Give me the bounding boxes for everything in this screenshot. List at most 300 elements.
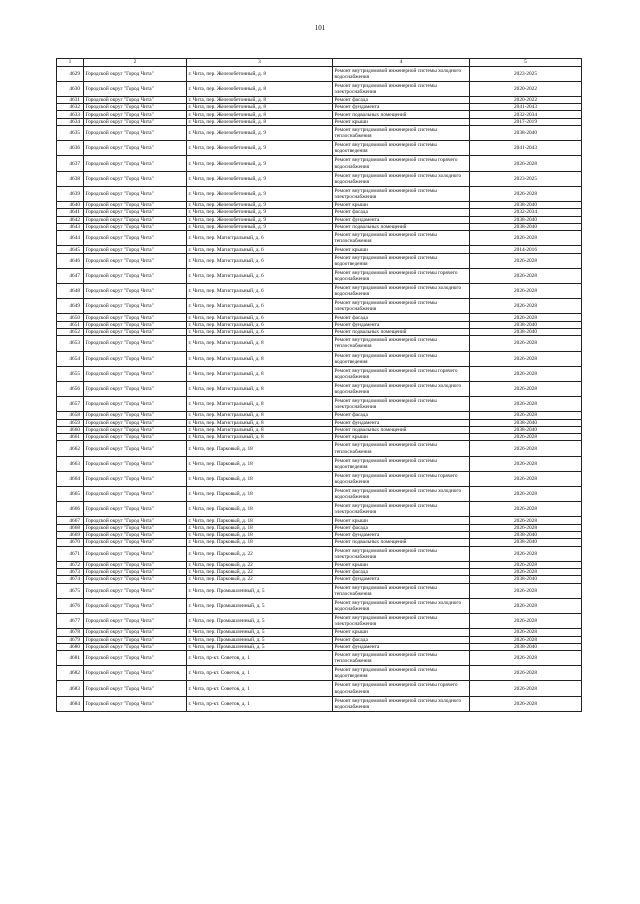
cell-period: 2038-2040 (470, 321, 582, 328)
cell-row-number: 4630 (57, 81, 84, 96)
cell-period: 2038-2040 (470, 223, 582, 230)
cell-municipality: Городской округ "Город Чита" (84, 246, 187, 253)
cell-municipality: Городской округ "Город Чита" (84, 643, 187, 650)
cell-municipality: Городской округ "Город Чита" (84, 524, 187, 531)
cell-row-number: 4640 (57, 202, 84, 209)
cell-work-type: Ремонт фундамента (333, 104, 470, 111)
header-col-2: 2 (84, 59, 187, 67)
cell-period: 2041-2043 (470, 104, 582, 111)
table-row (57, 202, 582, 209)
cell-municipality: Городской округ "Город Чита" (84, 118, 187, 125)
cell-period: 2026-2028 (470, 681, 582, 696)
cell-period: 2026-2028 (470, 434, 582, 441)
cell-period: 2023-2025 (470, 171, 582, 186)
cell-row-number: 4637 (57, 156, 84, 171)
cell-municipality: Городской округ "Город Чита" (84, 531, 187, 538)
table-row (57, 397, 582, 412)
cell-work-type: Ремонт подвальных помещений (333, 426, 470, 433)
cell-address: г. Чита, пер. Железобетонный, д. 9 (187, 209, 333, 216)
cell-row-number: 4660 (57, 426, 84, 433)
cell-work-type: Ремонт фасада (333, 209, 470, 216)
cell-row-number: 4659 (57, 419, 84, 426)
cell-work-type: Ремонт подвальных помещений (333, 111, 470, 118)
cell-row-number: 4671 (57, 546, 84, 561)
cell-period: 2026-2028 (470, 381, 582, 396)
cell-row-number: 4651 (57, 321, 84, 328)
cell-address: г. Чита, пр-кт. Советов, д. 1 (187, 666, 333, 681)
table-row (57, 209, 582, 216)
cell-row-number: 4682 (57, 666, 84, 681)
cell-address: г. Чита, пер. Магистральный, д. 6 (187, 314, 333, 321)
cell-row-number: 4658 (57, 412, 84, 419)
cell-address: г. Чита, пер. Магистральный, д. 8 (187, 381, 333, 396)
cell-period: 2014-2016 (470, 246, 582, 253)
cell-work-type: Ремонт внутридомовой инженерной системы электроснабжения (333, 614, 470, 629)
table-row (57, 268, 582, 283)
table-row (57, 419, 582, 426)
table-row (57, 366, 582, 381)
table-row (57, 441, 582, 456)
cell-address: г. Чита, пер. Промышленный, д. 5 (187, 583, 333, 598)
cell-work-type: Ремонт подвальных помещений (333, 223, 470, 230)
cell-work-type: Ремонт внутридомовой инженерной системы холодного водоснабжения (333, 696, 470, 711)
cell-address: г. Чита, пер. Парковый, д. 22 (187, 561, 333, 568)
cell-address: г. Чита, пер. Магистральный, д. 8 (187, 336, 333, 351)
cell-work-type: Ремонт внутридомовой инженерной системы водоотведения (333, 141, 470, 156)
header-col-3: 3 (187, 59, 333, 67)
cell-row-number: 4636 (57, 141, 84, 156)
cell-period: 2026-2028 (470, 336, 582, 351)
cell-work-type: Ремонт фасада (333, 314, 470, 321)
cell-address: г. Чита, пер. Магистральный, д. 8 (187, 351, 333, 366)
cell-municipality: Городской округ "Город Чита" (84, 314, 187, 321)
cell-row-number: 4662 (57, 441, 84, 456)
cell-period: 2041-2043 (470, 141, 582, 156)
header-col-4: 4 (333, 59, 470, 67)
cell-municipality: Городской округ "Город Чита" (84, 471, 187, 486)
cell-row-number: 4674 (57, 576, 84, 583)
cell-row-number: 4652 (57, 329, 84, 336)
cell-row-number: 4669 (57, 531, 84, 538)
cell-address: г. Чита, пер. Парковый, д. 18 (187, 531, 333, 538)
cell-work-type: Ремонт внутридомовой инженерной системы водоотведения (333, 666, 470, 681)
table-row (57, 583, 582, 598)
cell-municipality: Городской округ "Город Чита" (84, 351, 187, 366)
cell-address: г. Чита, пер. Парковый, д. 22 (187, 576, 333, 583)
cell-period: 2032-2034 (470, 209, 582, 216)
cell-work-type: Ремонт внутридомовой инженерной системы горячего водоснабжения (333, 681, 470, 696)
cell-work-type: Ремонт фасада (333, 524, 470, 531)
cell-period: 2026-2028 (470, 397, 582, 412)
cell-period: 2026-2028 (470, 696, 582, 711)
table-row (57, 336, 582, 351)
cell-address: г. Чита, пер. Железобетонный, д. 8 (187, 66, 333, 81)
cell-work-type: Ремонт фундамента (333, 419, 470, 426)
cell-work-type: Ремонт внутридомовой инженерной системы холодного водоснабжения (333, 171, 470, 186)
table-row (57, 104, 582, 111)
cell-period: 2026-2028 (470, 231, 582, 246)
cell-row-number: 4650 (57, 314, 84, 321)
table-row (57, 524, 582, 531)
table-row (57, 681, 582, 696)
cell-address: г. Чита, пер. Железобетонный, д. 9 (187, 156, 333, 171)
cell-period: 2026-2028 (470, 487, 582, 502)
cell-work-type: Ремонт внутридомовой инженерной системы холодного водоснабжения (333, 284, 470, 299)
table-row (57, 321, 582, 328)
table-row (57, 66, 582, 81)
cell-row-number: 4681 (57, 651, 84, 666)
cell-work-type: Ремонт внутридомовой инженерной системы горячего водоснабжения (333, 156, 470, 171)
cell-work-type: Ремонт внутридомовой инженерной системы теплоснабжения (333, 126, 470, 141)
cell-address: г. Чита, пер. Парковый, д. 18 (187, 502, 333, 517)
table-row (57, 434, 582, 441)
table-row (57, 171, 582, 186)
cell-row-number: 4656 (57, 381, 84, 396)
table-row (57, 643, 582, 650)
table-header-row (57, 59, 582, 67)
cell-period: 2038-2040 (470, 419, 582, 426)
cell-period: 2026-2028 (470, 186, 582, 201)
cell-municipality: Городской округ "Город Чита" (84, 576, 187, 583)
cell-work-type: Ремонт внутридомовой инженерной системы теплоснабжения (333, 441, 470, 456)
cell-municipality: Городской округ "Город Чита" (84, 216, 187, 223)
cell-period: 2038-2040 (470, 216, 582, 223)
cell-municipality: Городской округ "Город Чита" (84, 666, 187, 681)
cell-work-type: Ремонт внутридомовой инженерной системы водоотведения (333, 253, 470, 268)
cell-municipality: Городской округ "Город Чита" (84, 111, 187, 118)
cell-municipality: Городской округ "Город Чита" (84, 329, 187, 336)
cell-period: 2026-2028 (470, 412, 582, 419)
cell-address: г. Чита, пер. Магистральный, д. 8 (187, 426, 333, 433)
cell-row-number: 4639 (57, 186, 84, 201)
cell-address: г. Чита, пер. Парковый, д. 18 (187, 456, 333, 471)
table-row (57, 531, 582, 538)
cell-period: 2026-2028 (470, 366, 582, 381)
cell-address: г. Чита, пер. Железобетонный, д. 9 (187, 186, 333, 201)
cell-row-number: 4648 (57, 284, 84, 299)
cell-period: 2026-2028 (470, 456, 582, 471)
cell-work-type: Ремонт фундамента (333, 321, 470, 328)
cell-municipality: Городской округ "Город Чита" (84, 96, 187, 103)
cell-work-type: Ремонт внутридомовой инженерной системы холодного водоснабжения (333, 381, 470, 396)
cell-work-type: Ремонт фасада (333, 569, 470, 576)
cell-address: г. Чита, пер. Парковый, д. 18 (187, 524, 333, 531)
cell-row-number: 4673 (57, 569, 84, 576)
cell-work-type: Ремонт внутридомовой инженерной системы водоотведения (333, 351, 470, 366)
cell-period: 2026-2028 (470, 351, 582, 366)
table-row (57, 666, 582, 681)
cell-municipality: Городской округ "Город Чита" (84, 336, 187, 351)
cell-address: г. Чита, пер. Железобетонный, д. 9 (187, 202, 333, 209)
table-row (57, 141, 582, 156)
cell-work-type: Ремонт внутридомовой инженерной системы электроснабжения (333, 299, 470, 314)
cell-period: 2038-2040 (470, 531, 582, 538)
cell-row-number: 4683 (57, 681, 84, 696)
cell-period: 2038-2040 (470, 426, 582, 433)
cell-address: г. Чита, пер. Промышленный, д. 5 (187, 629, 333, 636)
cell-municipality: Городской округ "Город Чита" (84, 651, 187, 666)
cell-row-number: 4670 (57, 539, 84, 546)
cell-row-number: 4645 (57, 246, 84, 253)
cell-row-number: 4684 (57, 696, 84, 711)
cell-row-number: 4678 (57, 629, 84, 636)
cell-work-type: Ремонт внутридомовой инженерной системы горячего водоснабжения (333, 268, 470, 283)
cell-row-number: 4675 (57, 583, 84, 598)
table-row (57, 539, 582, 546)
cell-address: г. Чита, пер. Железобетонный, д. 9 (187, 141, 333, 156)
cell-row-number: 4629 (57, 66, 84, 81)
cell-period: 2026-2028 (470, 314, 582, 321)
cell-municipality: Городской округ "Город Чита" (84, 209, 187, 216)
cell-municipality: Городской округ "Город Чита" (84, 186, 187, 201)
cell-municipality: Городской округ "Город Чита" (84, 546, 187, 561)
cell-address: г. Чита, пер. Парковый, д. 18 (187, 539, 333, 546)
cell-address: г. Чита, пер. Железобетонный, д. 9 (187, 223, 333, 230)
table-row (57, 598, 582, 613)
cell-work-type: Ремонт фасада (333, 96, 470, 103)
cell-row-number: 4677 (57, 614, 84, 629)
cell-work-type: Ремонт внутридомовой инженерной системы электроснабжения (333, 502, 470, 517)
table-row (57, 314, 582, 321)
table-row (57, 156, 582, 171)
cell-work-type: Ремонт фундамента (333, 643, 470, 650)
cell-work-type: Ремонт внутридомовой инженерной системы холодного водоснабжения (333, 487, 470, 502)
table-row (57, 456, 582, 471)
cell-row-number: 4641 (57, 209, 84, 216)
table-row (57, 216, 582, 223)
cell-address: г. Чита, пер. Магистральный, д. 8 (187, 434, 333, 441)
cell-period: 2026-2028 (470, 156, 582, 171)
cell-row-number: 4647 (57, 268, 84, 283)
cell-municipality: Городской округ "Город Чита" (84, 156, 187, 171)
cell-row-number: 4633 (57, 111, 84, 118)
cell-work-type: Ремонт внутридомовой инженерной системы электроснабжения (333, 81, 470, 96)
cell-address: г. Чита, пр-кт. Советов, д. 1 (187, 681, 333, 696)
cell-period: 2026-2028 (470, 569, 582, 576)
cell-work-type: Ремонт внутридомовой инженерной системы теплоснабжения (333, 583, 470, 598)
cell-municipality: Городской округ "Город Чита" (84, 104, 187, 111)
cell-address: г. Чита, пер. Железобетонный, д. 8 (187, 118, 333, 125)
table-row (57, 561, 582, 568)
table-row (57, 487, 582, 502)
cell-work-type: Ремонт фундамента (333, 216, 470, 223)
table-row (57, 651, 582, 666)
cell-work-type: Ремонт крыши (333, 517, 470, 524)
cell-period: 2017-2019 (470, 118, 582, 125)
cell-municipality: Городской округ "Город Чита" (84, 299, 187, 314)
header-col-1: 1 (57, 59, 84, 67)
cell-work-type: Ремонт крыши (333, 434, 470, 441)
cell-period: 2026-2028 (470, 561, 582, 568)
cell-municipality: Городской округ "Город Чита" (84, 456, 187, 471)
table-row (57, 426, 582, 433)
cell-address: г. Чита, пер. Промышленный, д. 5 (187, 598, 333, 613)
cell-work-type: Ремонт крыши (333, 561, 470, 568)
cell-period: 2023-2025 (470, 66, 582, 81)
table-row (57, 299, 582, 314)
cell-row-number: 4672 (57, 561, 84, 568)
cell-municipality: Городской округ "Город Чита" (84, 502, 187, 517)
cell-address: г. Чита, пер. Магистральный, д. 8 (187, 419, 333, 426)
cell-period: 2020-2022 (470, 81, 582, 96)
cell-row-number: 4644 (57, 231, 84, 246)
table-row (57, 381, 582, 396)
cell-municipality: Городской округ "Город Чита" (84, 517, 187, 524)
cell-address: г. Чита, пер. Промышленный, д. 5 (187, 614, 333, 629)
cell-period: 2026-2028 (470, 614, 582, 629)
cell-address: г. Чита, пер. Магистральный, д. 6 (187, 321, 333, 328)
cell-municipality: Городской округ "Город Чита" (84, 561, 187, 568)
cell-municipality: Городской округ "Город Чита" (84, 569, 187, 576)
cell-address: г. Чита, пер. Магистральный, д. 6 (187, 284, 333, 299)
cell-address: г. Чита, пер. Магистральный, д. 8 (187, 366, 333, 381)
cell-municipality: Городской округ "Город Чита" (84, 434, 187, 441)
table-row (57, 186, 582, 201)
cell-work-type: Ремонт внутридомовой инженерной системы горячего водоснабжения (333, 366, 470, 381)
cell-row-number: 4653 (57, 336, 84, 351)
cell-period: 2026-2028 (470, 651, 582, 666)
cell-municipality: Городской округ "Город Чита" (84, 223, 187, 230)
table-row (57, 546, 582, 561)
cell-row-number: 4642 (57, 216, 84, 223)
cell-row-number: 4635 (57, 126, 84, 141)
cell-address: г. Чита, пер. Железобетонный, д. 8 (187, 81, 333, 96)
cell-municipality: Городской округ "Город Чита" (84, 231, 187, 246)
cell-period: 2026-2028 (470, 629, 582, 636)
cell-period: 2026-2028 (470, 583, 582, 598)
cell-period: 2026-2028 (470, 636, 582, 643)
cell-row-number: 4638 (57, 171, 84, 186)
cell-municipality: Городской округ "Город Чита" (84, 412, 187, 419)
cell-period: 2026-2028 (470, 299, 582, 314)
cell-municipality: Городской округ "Город Чита" (84, 126, 187, 141)
cell-municipality: Городской округ "Город Чита" (84, 419, 187, 426)
table-row (57, 614, 582, 629)
cell-address: г. Чита, пер. Промышленный, д. 5 (187, 636, 333, 643)
cell-municipality: Городской округ "Город Чита" (84, 681, 187, 696)
cell-work-type: Ремонт фундамента (333, 531, 470, 538)
cell-row-number: 4643 (57, 223, 84, 230)
cell-municipality: Городской округ "Город Чита" (84, 598, 187, 613)
cell-work-type: Ремонт подвальных помещений (333, 539, 470, 546)
cell-municipality: Городской округ "Город Чита" (84, 426, 187, 433)
cell-address: г. Чита, пер. Железобетонный, д. 8 (187, 96, 333, 103)
cell-address: г. Чита, пер. Железобетонный, д. 9 (187, 126, 333, 141)
cell-period: 2026-2028 (470, 598, 582, 613)
cell-municipality: Городской округ "Город Чита" (84, 397, 187, 412)
cell-row-number: 4661 (57, 434, 84, 441)
cell-row-number: 4679 (57, 636, 84, 643)
table-row (57, 81, 582, 96)
cell-address: г. Чита, пер. Парковый, д. 18 (187, 517, 333, 524)
cell-work-type: Ремонт внутридомовой инженерной системы теплоснабжения (333, 651, 470, 666)
cell-address: г. Чита, пер. Магистральный, д. 6 (187, 246, 333, 253)
table-row (57, 576, 582, 583)
cell-municipality: Городской округ "Город Чита" (84, 321, 187, 328)
cell-row-number: 4634 (57, 118, 84, 125)
table-body (57, 59, 582, 712)
cell-period: 2038-2040 (470, 202, 582, 209)
cell-address: г. Чита, пер. Магистральный, д. 6 (187, 268, 333, 283)
cell-municipality: Городской округ "Город Чита" (84, 381, 187, 396)
cell-municipality: Городской округ "Город Чита" (84, 141, 187, 156)
cell-period: 2038-2040 (470, 576, 582, 583)
cell-municipality: Городской округ "Город Чита" (84, 629, 187, 636)
cell-period: 2038-2040 (470, 539, 582, 546)
table-row (57, 96, 582, 103)
table-row (57, 471, 582, 486)
cell-work-type: Ремонт подвальных помещений (333, 329, 470, 336)
cell-work-type: Ремонт фасада (333, 636, 470, 643)
cell-row-number: 4680 (57, 643, 84, 650)
cell-municipality: Городской округ "Город Чита" (84, 268, 187, 283)
cell-municipality: Городской округ "Город Чита" (84, 441, 187, 456)
cell-period: 2026-2028 (470, 253, 582, 268)
cell-work-type: Ремонт внутридомовой инженерной системы горячего водоснабжения (333, 471, 470, 486)
cell-address: г. Чита, пер. Железобетонный, д. 9 (187, 171, 333, 186)
table-row (57, 118, 582, 125)
table-row (57, 231, 582, 246)
cell-work-type: Ремонт фасада (333, 412, 470, 419)
cell-work-type: Ремонт внутридомовой инженерной системы электроснабжения (333, 186, 470, 201)
cell-address: г. Чита, пер. Магистральный, д. 8 (187, 412, 333, 419)
cell-period: 2026-2028 (470, 471, 582, 486)
cell-work-type: Ремонт внутридомовой инженерной системы электроснабжения (333, 397, 470, 412)
cell-work-type: Ремонт крыши (333, 118, 470, 125)
repair-schedule-table (56, 58, 582, 712)
cell-address: г. Чита, пер. Магистральный, д. 6 (187, 231, 333, 246)
cell-work-type: Ремонт внутридомовой инженерной системы водоотведения (333, 456, 470, 471)
header-col-5: 5 (470, 59, 582, 67)
cell-period: 2038-2040 (470, 126, 582, 141)
cell-address: г. Чита, пер. Парковый, д. 22 (187, 546, 333, 561)
table-row (57, 351, 582, 366)
cell-address: г. Чита, пер. Парковый, д. 18 (187, 487, 333, 502)
page-number: 101 (314, 24, 326, 32)
cell-row-number: 4649 (57, 299, 84, 314)
cell-period: 2026-2028 (470, 517, 582, 524)
cell-municipality: Городской округ "Город Чита" (84, 66, 187, 81)
cell-municipality: Городской округ "Город Чита" (84, 81, 187, 96)
cell-row-number: 4632 (57, 104, 84, 111)
cell-municipality: Городской округ "Город Чита" (84, 696, 187, 711)
cell-municipality: Городской округ "Город Чита" (84, 487, 187, 502)
cell-municipality: Городской округ "Город Чита" (84, 284, 187, 299)
cell-work-type: Ремонт внутридомовой инженерной системы теплоснабжения (333, 231, 470, 246)
table-row (57, 253, 582, 268)
cell-row-number: 4631 (57, 96, 84, 103)
cell-address: г. Чита, пр-кт. Советов, д. 1 (187, 696, 333, 711)
cell-municipality: Городской округ "Город Чита" (84, 614, 187, 629)
cell-row-number: 4668 (57, 524, 84, 531)
cell-row-number: 4665 (57, 487, 84, 502)
cell-address: г. Чита, пер. Парковый, д. 18 (187, 471, 333, 486)
cell-period: 2026-2028 (470, 284, 582, 299)
cell-work-type: Ремонт крыши (333, 629, 470, 636)
table-row (57, 246, 582, 253)
cell-row-number: 4655 (57, 366, 84, 381)
table-row (57, 284, 582, 299)
cell-address: г. Чита, пр-кт. Советов, д. 1 (187, 651, 333, 666)
cell-municipality: Городской округ "Город Чита" (84, 636, 187, 643)
cell-work-type: Ремонт внутридомовой инженерной системы холодного водоснабжения (333, 598, 470, 613)
cell-address: г. Чита, пер. Парковый, д. 22 (187, 569, 333, 576)
cell-municipality: Городской округ "Город Чита" (84, 253, 187, 268)
cell-municipality: Городской округ "Город Чита" (84, 202, 187, 209)
cell-period: 2026-2028 (470, 441, 582, 456)
cell-work-type: Ремонт внутридомовой инженерной системы теплоснабжения (333, 336, 470, 351)
cell-address: г. Чита, пер. Железобетонный, д. 8 (187, 111, 333, 118)
